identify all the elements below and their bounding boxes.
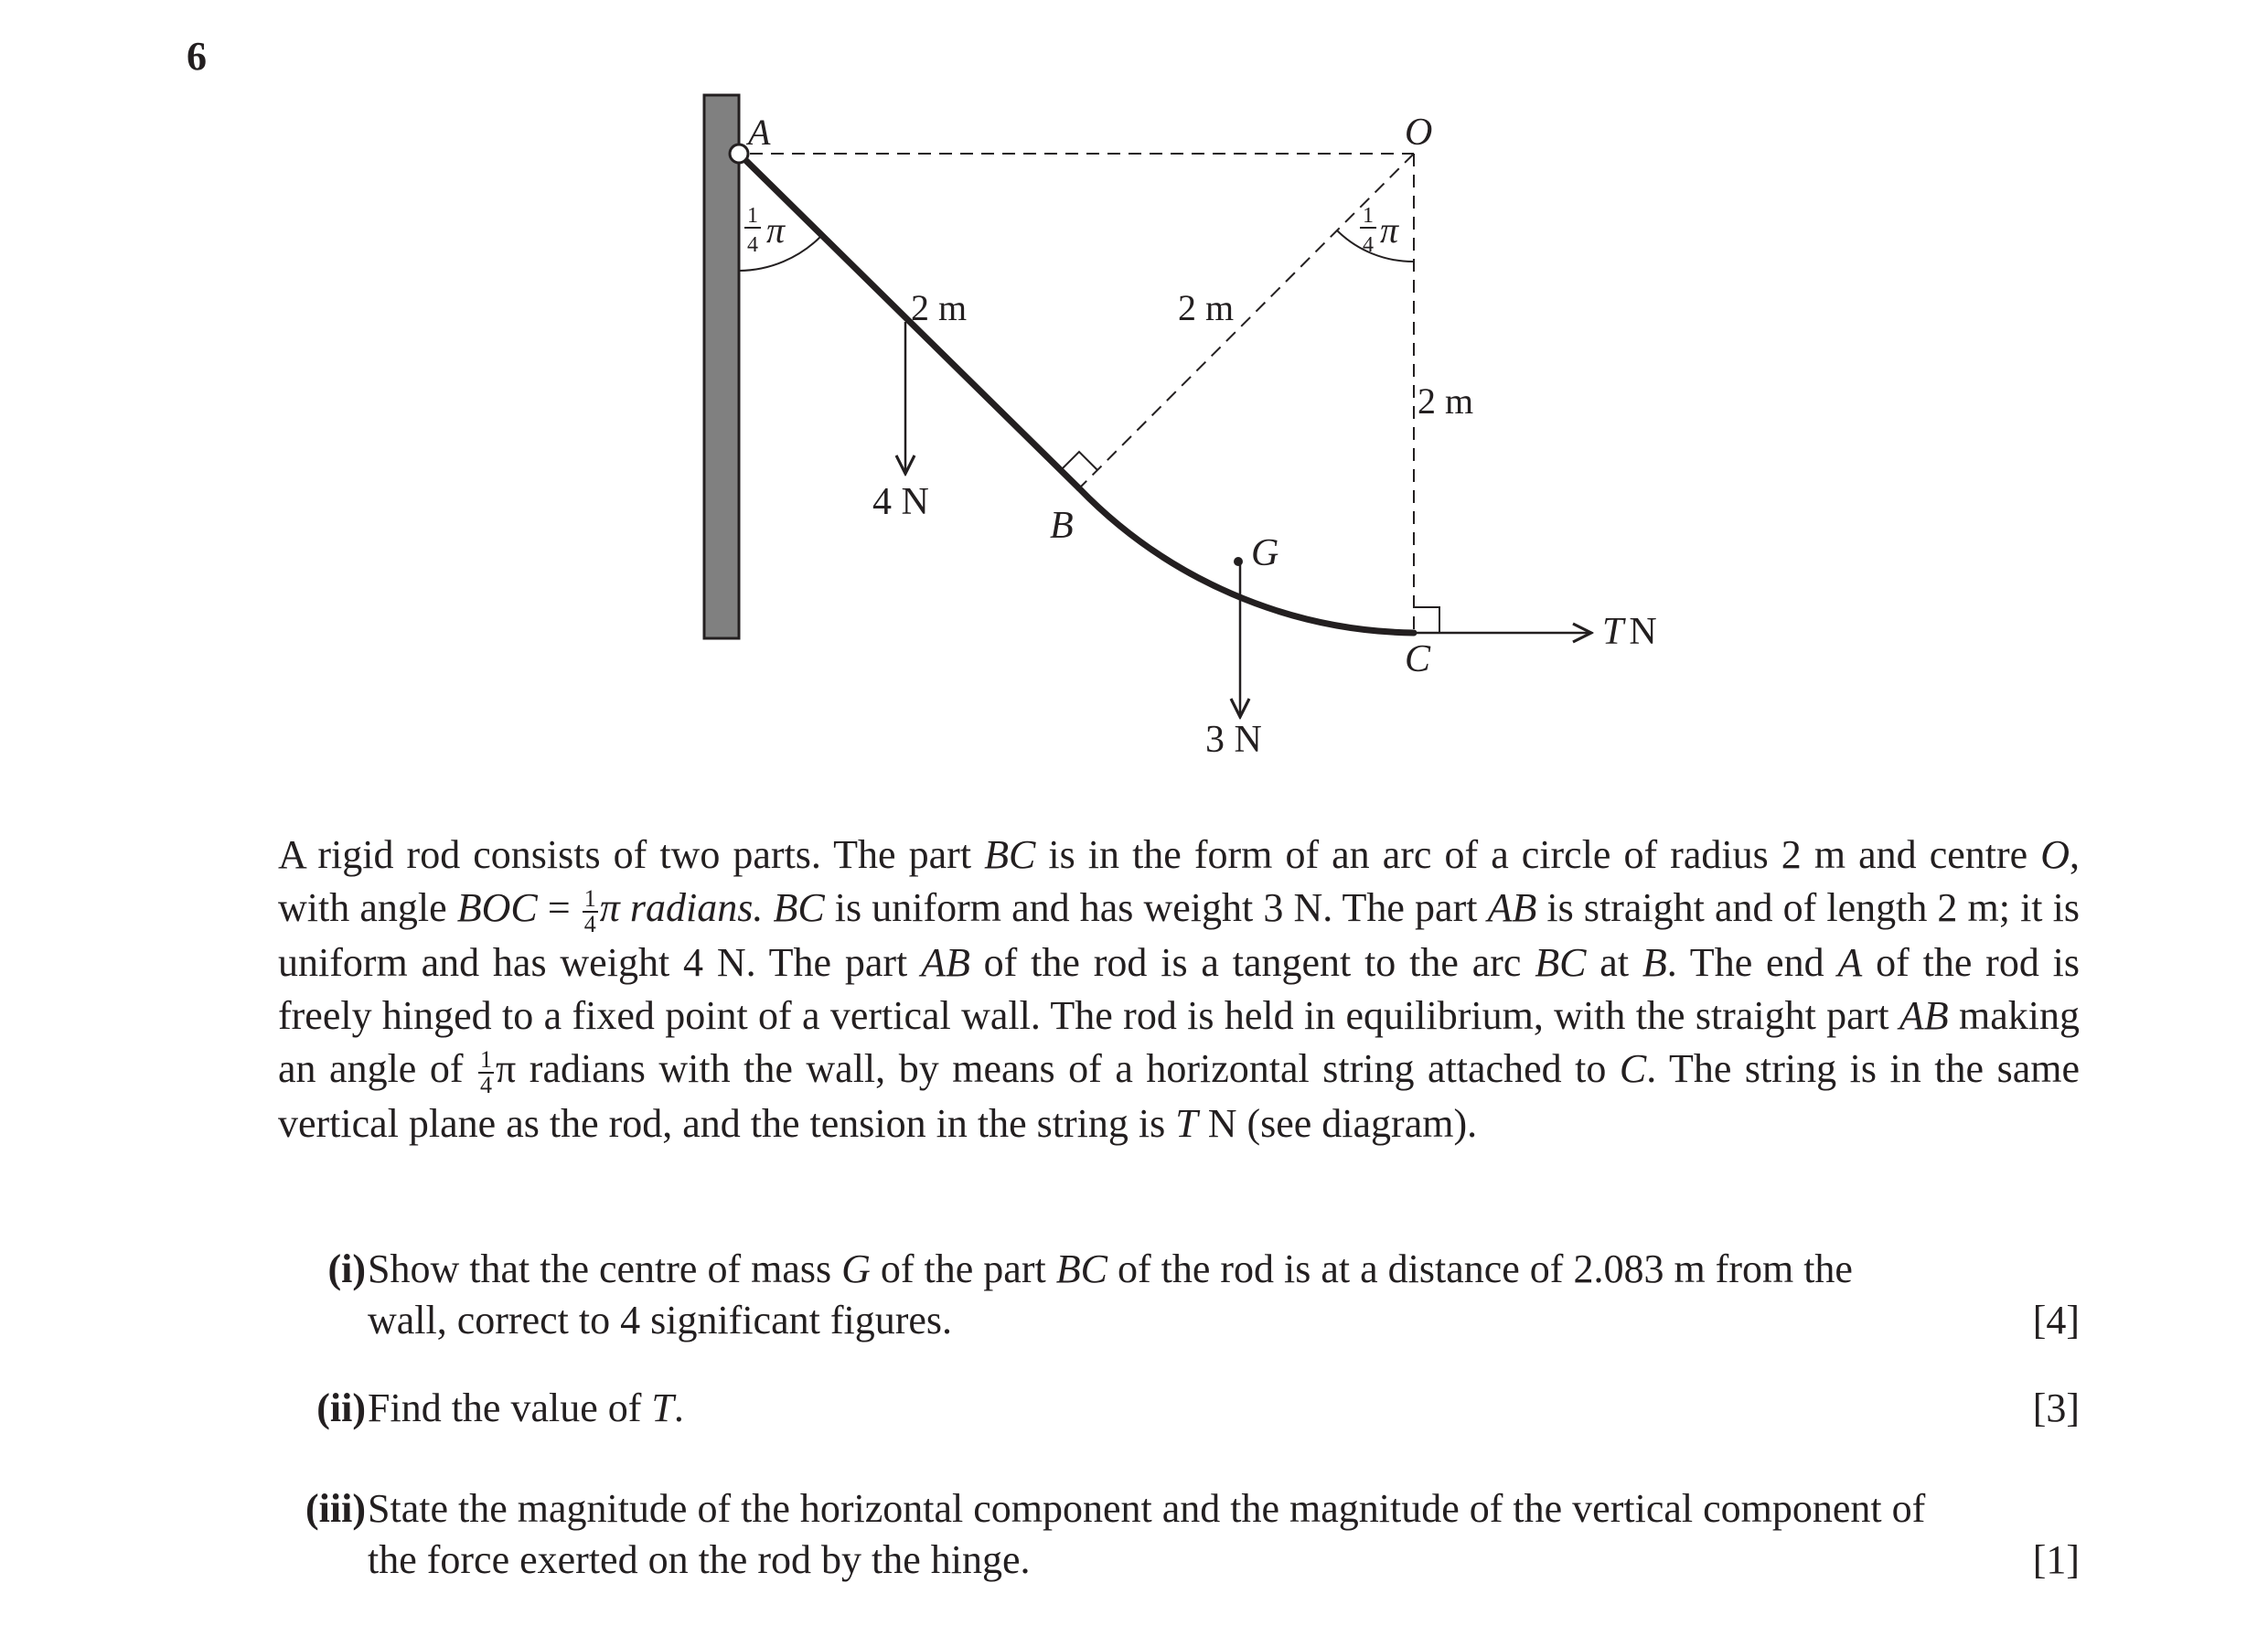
force-label-3N: 3 N xyxy=(1205,719,1262,761)
label-G: G xyxy=(1251,532,1279,574)
question-stem: A rigid rod consists of two parts. The part BC is in the form of an arc of a circle of radius 2 m and centre O, with angle BOC = $\frac{1}{4}$ π radians. BC is uniform and has weight 3 N. The part AB is straight and of length 2 m; it is uniform and has weight 4 N. The part AB of the rod is a tangent to the arc BC at B. The end A of the rod is freely hinged to a fixed point of a vertical wall. The rod is held in equilibrium, with the straight part AB making an angle of $\frac{1}{4}$ π radians with the wall, by means of a horizontal string attached to C. The string is in the same vertical plane as the rod, and the tension in the string is T N (see diagram). xyxy=(278,832,2081,1146)
right-angle-at-C xyxy=(1414,607,1439,633)
length-label-OC: 2 m xyxy=(1418,380,1474,422)
right-angle-at-B xyxy=(1061,452,1097,470)
vertical-wall xyxy=(704,95,739,638)
fraction-quarter: $\frac{1}{4}$ xyxy=(583,884,596,937)
part-ii: (ii) Find the value of T. [3] xyxy=(278,1383,2080,1438)
rod-arc-BC xyxy=(1079,488,1414,633)
force-label-4N: 4 N xyxy=(872,481,929,523)
centre-of-mass-G xyxy=(1234,557,1243,566)
marks-ii: [3] xyxy=(2032,1385,2080,1430)
svg-text:4: 4 xyxy=(1363,233,1374,257)
angle-label-O xyxy=(1360,204,1399,257)
question-number: 6 xyxy=(187,34,207,79)
fraction-quarter: $\frac{1}{4}$ xyxy=(480,1045,493,1098)
label-B: B xyxy=(1050,505,1074,547)
part-iii: (iii) State the magnitude of the horizontal component and the magnitude of the vertical component of the force exerted on the rod by the hinge. [1] xyxy=(278,1483,2080,1593)
svg-text:1: 1 xyxy=(1363,204,1374,228)
svg-text:π: π xyxy=(766,209,786,251)
part-i: (i) Show that the centre of mass G of the part BC of the rod is at a distance of 2.083 m from the wall, correct to 4 significant figures. [4] xyxy=(278,1244,2080,1353)
svg-text:1: 1 xyxy=(747,204,758,228)
label-A: A xyxy=(748,112,771,153)
label-O: O xyxy=(1405,112,1433,154)
rod-diagram xyxy=(0,0,2268,786)
marks-iii: [1] xyxy=(2032,1537,2080,1582)
length-label-AB: 2 m xyxy=(911,287,968,328)
hinge-at-A xyxy=(730,144,748,163)
label-C: C xyxy=(1405,638,1431,680)
svg-text:4: 4 xyxy=(747,233,758,257)
angle-arc-at-O xyxy=(1337,230,1414,262)
angle-label-A xyxy=(744,204,786,257)
marks-i: [4] xyxy=(2032,1298,2080,1343)
length-label-OB: 2 m xyxy=(1178,287,1235,328)
rod-part-AB xyxy=(739,154,1079,488)
tension-label: T N xyxy=(1602,611,1657,653)
svg-text:π: π xyxy=(1380,209,1399,251)
